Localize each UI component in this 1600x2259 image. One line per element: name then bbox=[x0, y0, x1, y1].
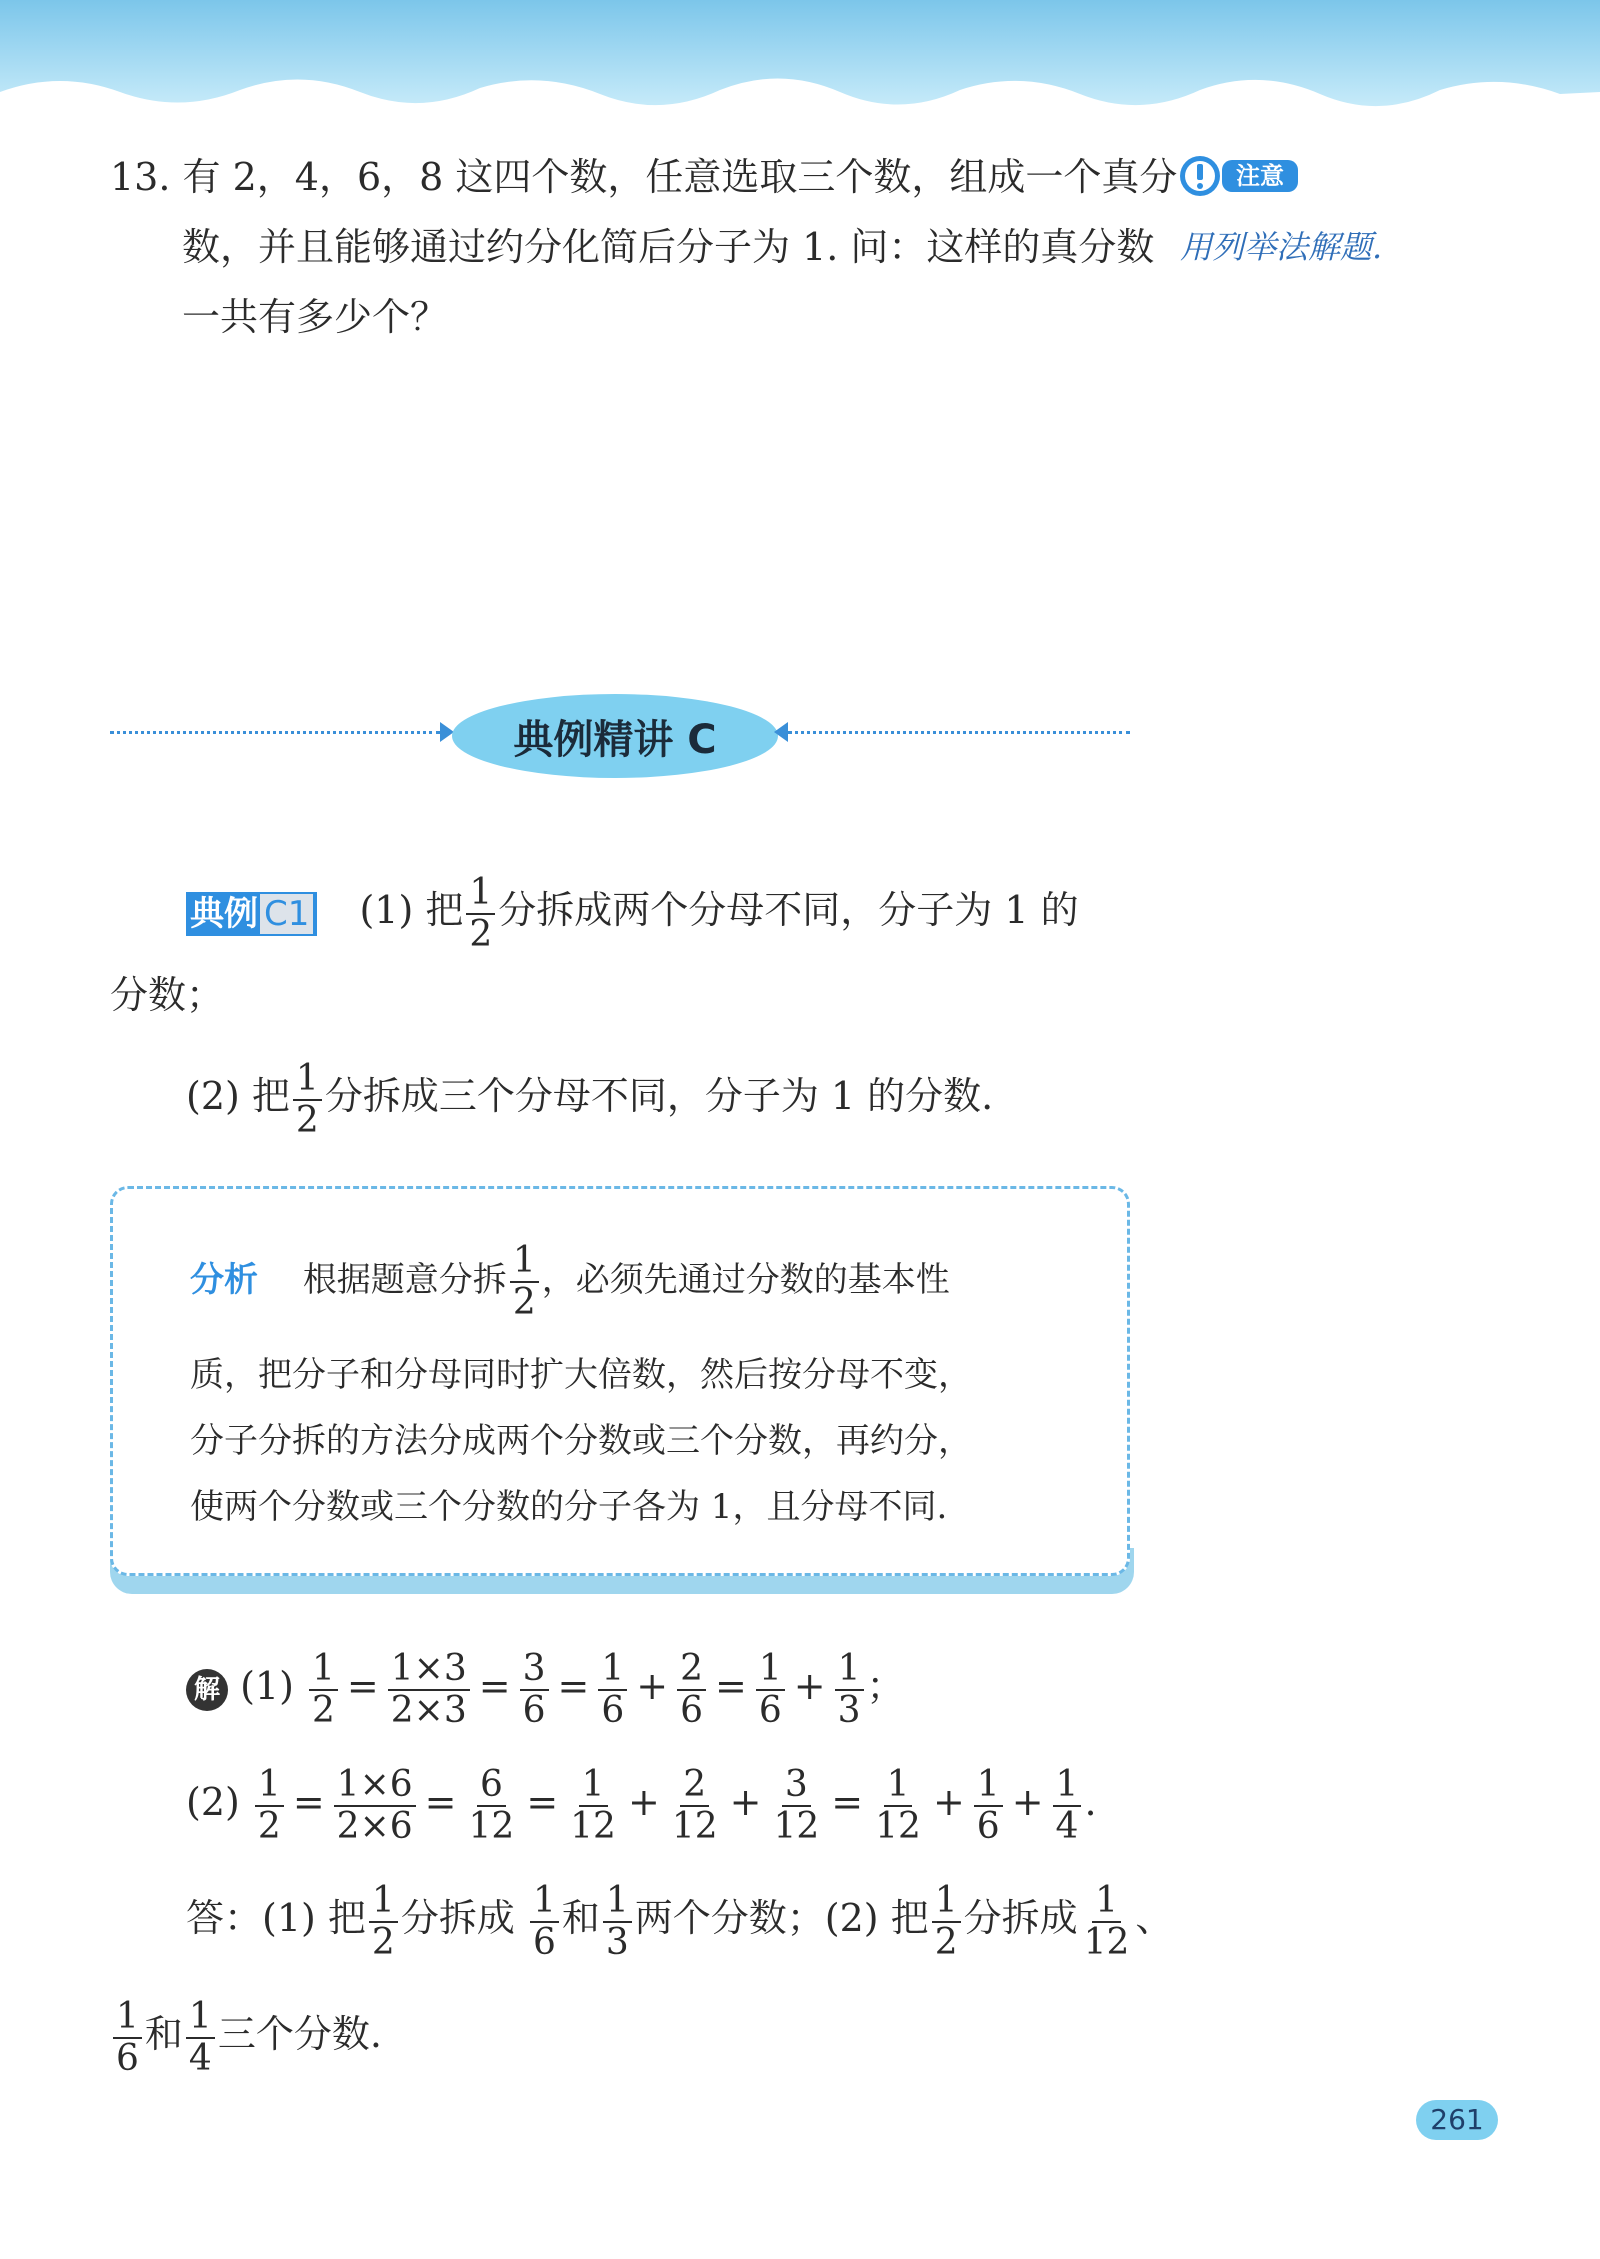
solution-2-label: (2) bbox=[186, 1780, 240, 1824]
fraction-1-2: $\frac{1}{2}$ bbox=[293, 1059, 322, 1141]
problem-13-line1 bbox=[110, 142, 1177, 212]
example-p2-suffix: 分拆成三个分母不同，分子为 1 的分数. bbox=[324, 1074, 994, 1118]
example-p1-cont: 分数； bbox=[110, 973, 225, 1017]
answer-line1: 答：(1) 把 $\frac{1}{2}$ 分拆成 $\frac{1}{6}$ 和 $\frac{1}{3}$ 两个分数；(2) 把 $\frac{1}{2}$ 分拆成 $\frac{1}{12}$ 、 bbox=[186, 1879, 1174, 1963]
example-p2-prefix: (2) 把 bbox=[186, 1074, 290, 1118]
divider-left bbox=[110, 731, 440, 734]
arrow-left-icon bbox=[774, 722, 788, 742]
example-tag: 典例 C1 bbox=[186, 892, 317, 936]
problem-number: 13. bbox=[110, 155, 171, 199]
note-text: 用列举法解题. bbox=[1180, 228, 1383, 266]
divider-right bbox=[788, 731, 1130, 734]
solution-line2: (2) $\frac{1}{2}$ = $\frac{1\times 6}{2\times 6}$ = $\frac{6}{12}$ = $\frac{1}{12}$ + $\frac{2}{12}$ + $\frac{3}{12}$ = $\frac{1}{12}$ + $\frac{1}{6}$ + $\frac{1}{4}$ . bbox=[186, 1763, 1097, 1847]
fraction-1-2: $\frac{1}{2}$ bbox=[466, 873, 495, 955]
fraction-1-2: $\frac{1}{2}$ bbox=[510, 1241, 539, 1323]
solution-badge: 解 bbox=[186, 1669, 228, 1711]
example-p1-prefix: (1) 把 bbox=[359, 888, 464, 932]
note-badge bbox=[1178, 154, 1300, 198]
problem-text-1: 有 2，4，6，8 这四个数，任意选取三个数，组成一个真分 bbox=[182, 155, 1178, 199]
note-badge-label: 注意 bbox=[1236, 162, 1284, 190]
example-line1 bbox=[186, 862, 1079, 958]
problem-13-line3: 一共有多少个？ bbox=[182, 295, 449, 339]
analysis-line1 bbox=[190, 1232, 950, 1328]
analysis-line4: 使两个分数或三个分数的分子各为 1，且分母不同. bbox=[190, 1487, 948, 1527]
analysis-line1-suffix: ，必须先通过分数的基本性 bbox=[541, 1260, 950, 1300]
solution-1-label: (1) bbox=[240, 1664, 294, 1708]
analysis-line1-prefix: 根据题意分拆 bbox=[302, 1260, 507, 1300]
page-number: 261 bbox=[1416, 2100, 1498, 2140]
analysis-title: 分析 bbox=[190, 1260, 258, 1300]
analysis-line3: 分子分拆的方法分成两个分数或三个分数，再约分， bbox=[190, 1421, 972, 1461]
example-line2 bbox=[186, 1048, 993, 1144]
analysis-line2: 质，把分子和分母同时扩大倍数，然后按分母不变， bbox=[190, 1355, 972, 1395]
section-title: 典例精讲 C bbox=[452, 694, 778, 778]
solution-line1: 解 (1) $\frac{1}{2}$ = $\frac{1\times 3}{2\times 3}$ = $\frac{3}{6}$ = $\frac{1}{6}$ + $\frac{2}{6}$ = $\frac{1}{6}$ + $\frac{1}{3}$ ； bbox=[186, 1638, 905, 1734]
problem-13-line2: 数，并且能够通过约分化简后分子为 1. 问：这样的真分数 bbox=[182, 225, 1155, 269]
answer-line2: $\frac{1}{6}$ 和 $\frac{1}{4}$ 三个分数. bbox=[110, 1986, 382, 2082]
example-p1-suffix: 分拆成两个分母不同，分子为 1 的 bbox=[498, 888, 1079, 932]
exclamation-icon bbox=[1197, 164, 1203, 180]
top-cloud-banner bbox=[0, 0, 1600, 140]
